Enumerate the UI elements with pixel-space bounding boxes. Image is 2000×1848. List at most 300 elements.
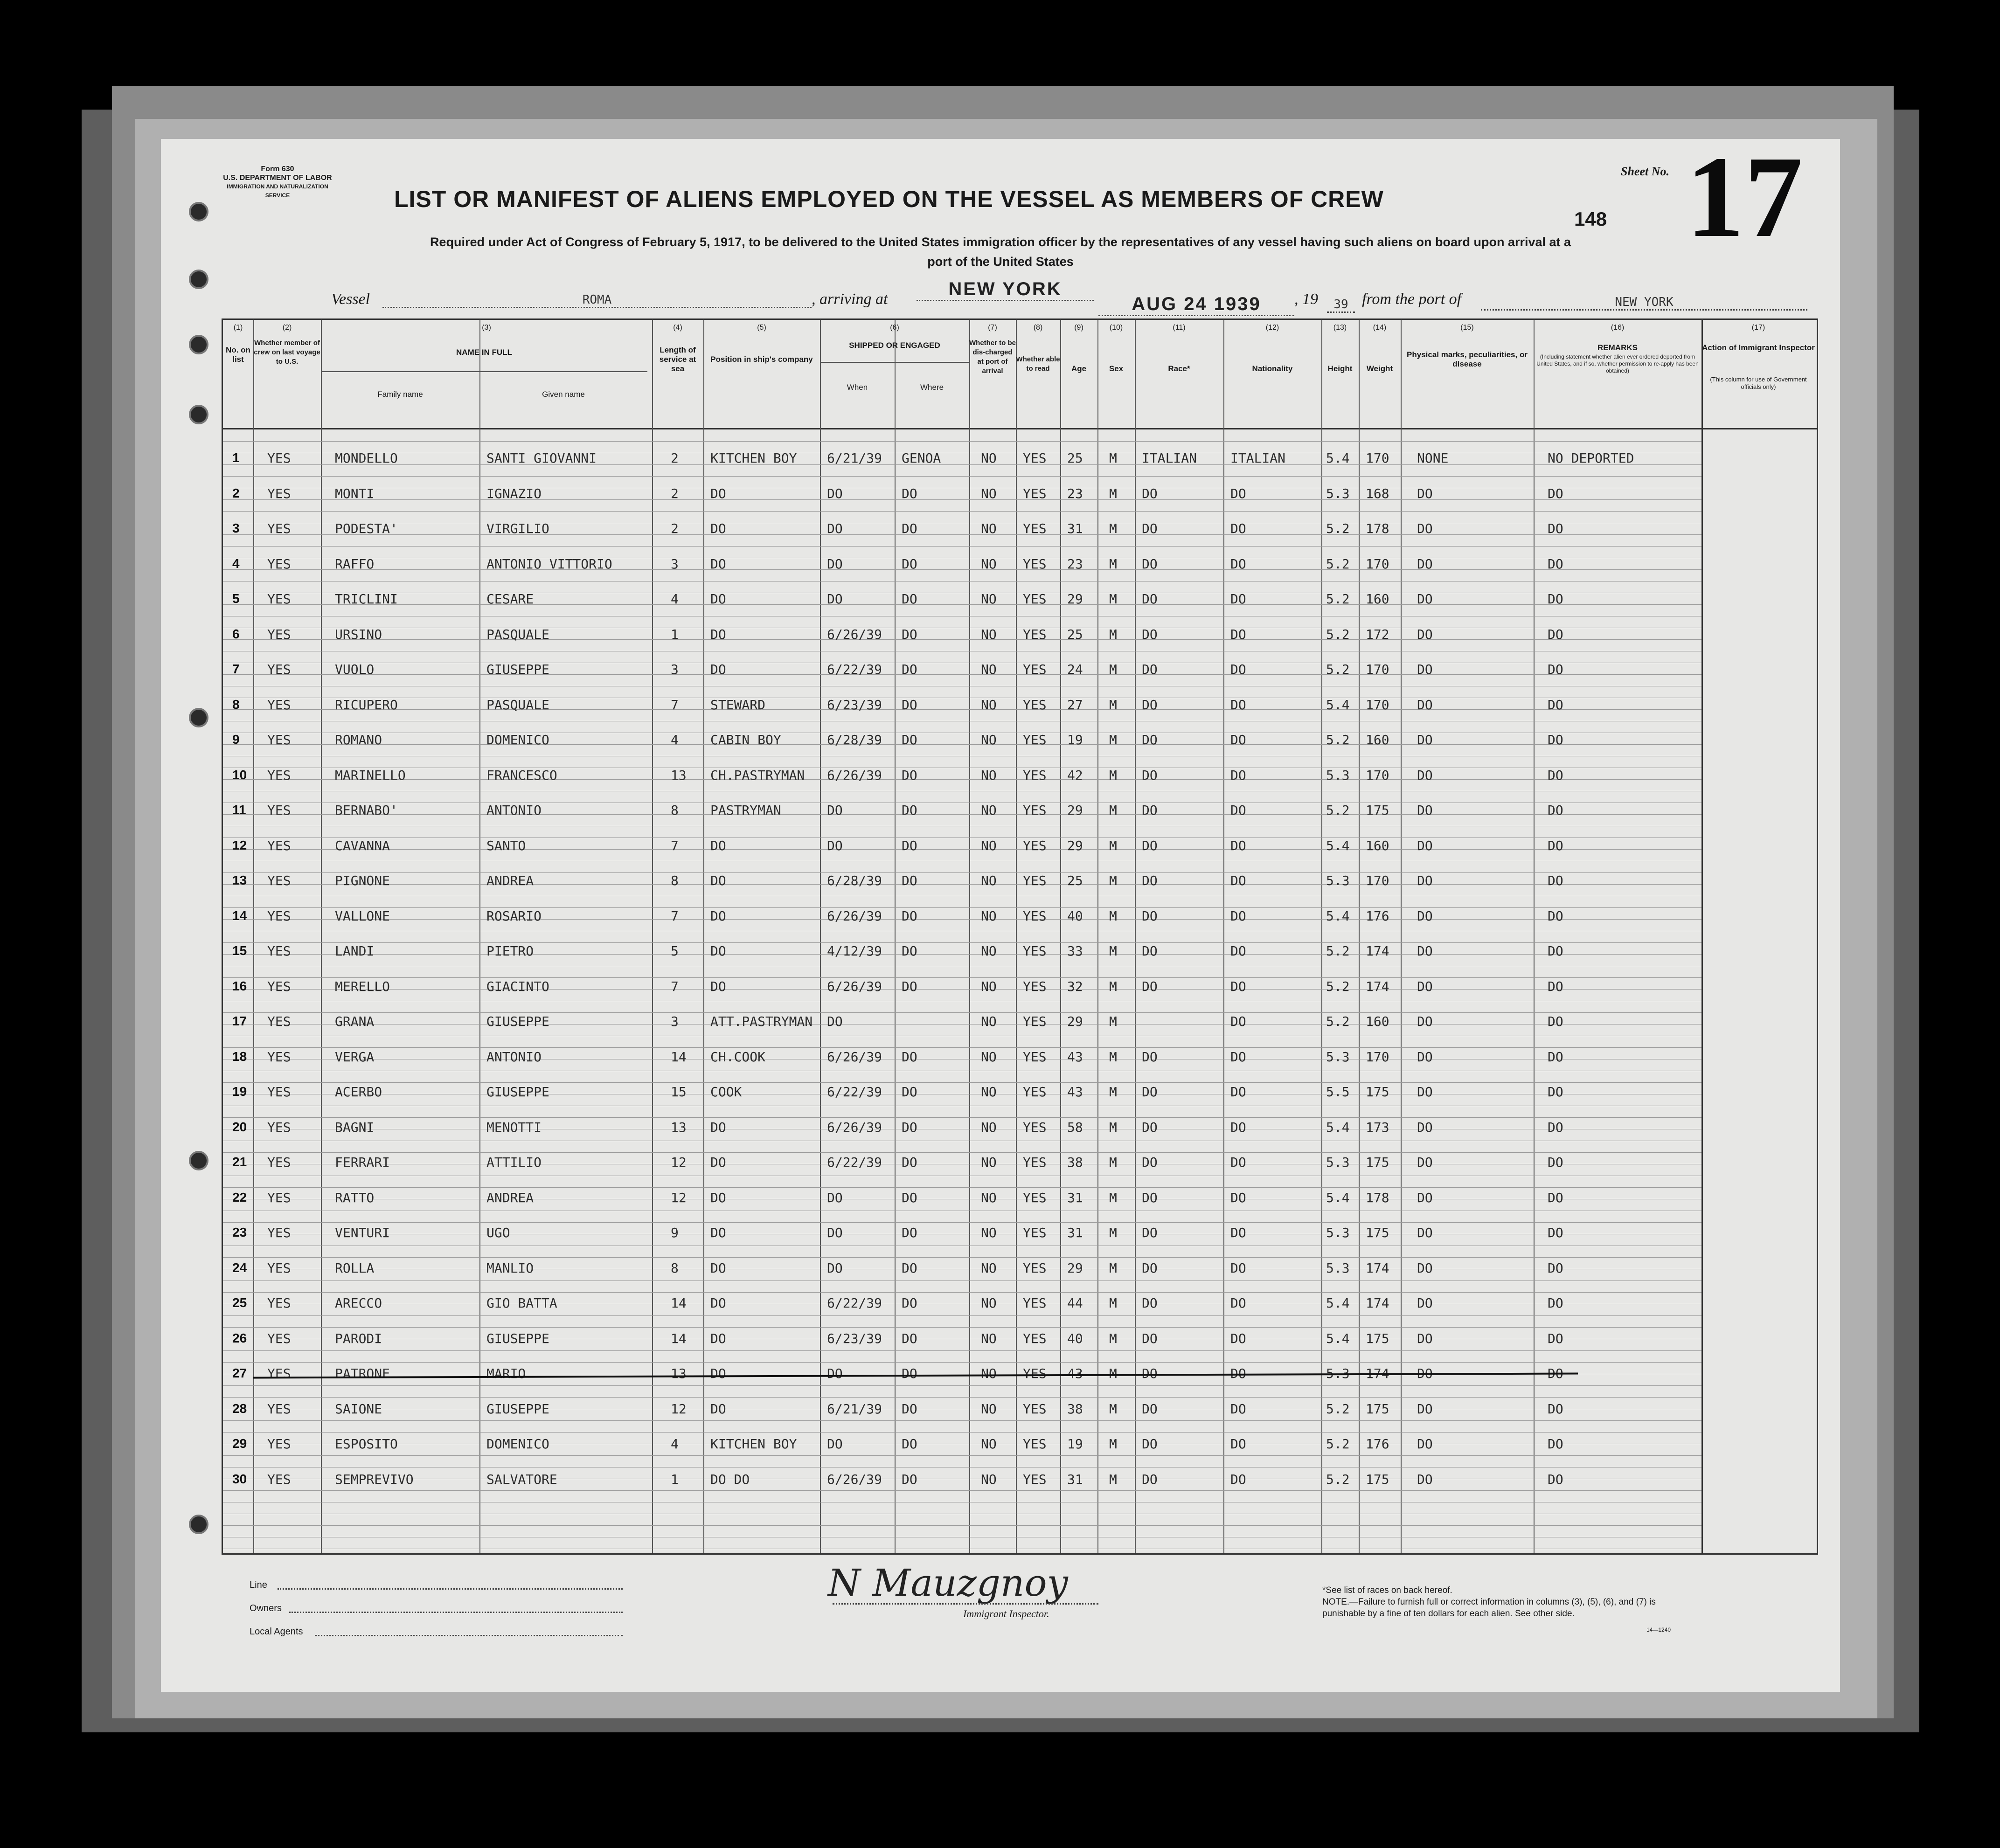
cell-nationality: DO [1230, 1084, 1246, 1100]
cell-prev-voyage: YES [267, 1190, 291, 1205]
cell-family-name: VUOLO [335, 662, 375, 677]
cell-shipped-where: DO [902, 485, 917, 501]
cell-position: DO [710, 556, 726, 572]
cell-remarks: DO [1548, 556, 1563, 572]
cell-service-length: 8 [671, 803, 679, 818]
cell-able-to-read: YES [1023, 908, 1047, 924]
cell-shipped-when: 6/23/39 [827, 1330, 882, 1346]
year-prefix: , 19 [1294, 291, 1318, 308]
cell-family-name: MONDELLO [335, 450, 398, 466]
cell-service-length: 8 [671, 873, 679, 888]
cell-given-name: MANLIO [486, 1260, 534, 1276]
cell-able-to-read: YES [1023, 767, 1047, 783]
inspector-label: Immigrant Inspector. [963, 1608, 1049, 1620]
col-header-nationality: Nationality [1252, 364, 1293, 373]
table-row [223, 577, 1701, 612]
col-number: (16) [1611, 324, 1625, 332]
cell-nationality: DO [1230, 485, 1246, 501]
col-number: (10) [1109, 324, 1123, 332]
col-header-height: Height [1327, 364, 1353, 373]
cell-shipped-where: DO [902, 1330, 917, 1346]
cell-able-to-read: YES [1023, 1084, 1047, 1100]
cell-prev-voyage: YES [267, 662, 291, 677]
cell-age: 29 [1067, 803, 1083, 818]
cell-discharged: NO [981, 732, 997, 748]
cell-age: 43 [1067, 1366, 1083, 1381]
cell-service-length: 3 [671, 662, 679, 677]
cell-able-to-read: YES [1023, 1049, 1047, 1065]
table-row [223, 613, 1701, 648]
from-port-label: from the port of [1362, 291, 1462, 308]
cell-able-to-read: YES [1023, 978, 1047, 994]
cell-sex: M [1109, 837, 1117, 853]
cell-family-name: PARODI [335, 1330, 382, 1346]
cell-shipped-where: DO [902, 1260, 917, 1276]
cell-race: DO [1142, 591, 1158, 607]
cell-shipped-where: DO [902, 1119, 917, 1135]
cell-service-length: 8 [671, 1260, 679, 1276]
cell-weight: 174 [1366, 1295, 1389, 1311]
cell-weight: 175 [1366, 1084, 1389, 1100]
cell-physical-marks: DO [1417, 1471, 1433, 1487]
crew-manifest-table [222, 318, 1703, 1555]
cell-nationality: DO [1230, 837, 1246, 853]
cell-discharged: NO [981, 1119, 997, 1135]
cell-sex: M [1109, 556, 1117, 572]
cell-service-length: 3 [671, 556, 679, 572]
table-row [223, 472, 1701, 507]
cell-position: DO [710, 1155, 726, 1170]
cell-able-to-read: YES [1023, 1401, 1047, 1417]
cell-service-length: 4 [671, 591, 679, 607]
cell-remarks: DO [1548, 837, 1563, 853]
binder-hole [189, 1151, 208, 1170]
cell-shipped-where: DO [902, 1225, 917, 1240]
col-header-shipped: SHIPPED OR ENGAGED [849, 341, 940, 350]
cell-nationality: DO [1230, 943, 1246, 959]
cell-discharged: NO [981, 908, 997, 924]
cell-sex: M [1109, 1401, 1117, 1417]
cell-remarks: DO [1548, 978, 1563, 994]
cell-given-name: IGNAZIO [486, 485, 542, 501]
cell-family-name: ROLLA [335, 1260, 375, 1276]
col-number: (12) [1265, 324, 1279, 332]
cell-given-name: ANTONIO [486, 803, 542, 818]
cell-discharged: NO [981, 1049, 997, 1065]
cell-row-number: 5 [232, 591, 240, 606]
cell-given-name: PIETRO [486, 943, 534, 959]
arriving-label: , arriving at [812, 291, 888, 308]
cell-prev-voyage: YES [267, 1471, 291, 1487]
table-row [223, 1035, 1701, 1070]
cell-service-length: 12 [671, 1401, 687, 1417]
cell-age: 31 [1067, 1225, 1083, 1240]
cell-shipped-where: DO [902, 626, 917, 642]
cell-row-number: 22 [232, 1190, 247, 1204]
cell-race: DO [1142, 1225, 1158, 1240]
cell-age: 29 [1067, 1260, 1083, 1276]
cell-row-number: 26 [232, 1330, 247, 1345]
cell-position: DO DO [710, 1471, 750, 1487]
cell-remarks: DO [1548, 767, 1563, 783]
cell-weight: 168 [1366, 485, 1389, 501]
cell-able-to-read: YES [1023, 732, 1047, 748]
cell-prev-voyage: YES [267, 1260, 291, 1276]
cell-shipped-when: 6/26/39 [827, 1119, 882, 1135]
cell-given-name: DOMENICO [486, 732, 549, 748]
owners-field [289, 1612, 623, 1613]
cell-nationality: DO [1230, 1366, 1246, 1381]
cell-race: DO [1142, 873, 1158, 888]
cell-age: 23 [1067, 485, 1083, 501]
cell-shipped-where: DO [902, 591, 917, 607]
cell-height: 5.2 [1326, 1401, 1350, 1417]
col-header-race: Race* [1168, 364, 1190, 373]
table-row [223, 542, 1701, 577]
cell-position: CH.PASTRYMAN [710, 767, 805, 783]
cell-given-name: GIACINTO [486, 978, 549, 994]
cell-given-name: SALVATORE [486, 1471, 557, 1487]
cell-prev-voyage: YES [267, 803, 291, 818]
vessel-label: Vessel [331, 291, 370, 308]
col-number: (4) [673, 324, 682, 332]
cell-shipped-where: DO [902, 697, 917, 713]
cell-race: DO [1142, 1401, 1158, 1417]
races-note: *See list of races on back hereof. [1322, 1585, 1452, 1595]
cell-nationality: DO [1230, 521, 1246, 536]
cell-position: DO [710, 662, 726, 677]
cell-position: CH.COOK [710, 1049, 766, 1065]
cell-nationality: DO [1230, 1330, 1246, 1346]
cell-position: DO [710, 1190, 726, 1205]
cell-remarks: DO [1548, 1225, 1563, 1240]
cell-service-length: 2 [671, 450, 679, 466]
cell-able-to-read: YES [1023, 1119, 1047, 1135]
cell-prev-voyage: YES [267, 1366, 291, 1381]
cell-sex: M [1109, 1330, 1117, 1346]
page-subtitle [245, 232, 1756, 271]
cell-height: 5.5 [1326, 1084, 1350, 1100]
cell-physical-marks: DO [1417, 626, 1433, 642]
cell-nationality: DO [1230, 591, 1246, 607]
cell-shipped-when: DO [827, 485, 843, 501]
cell-able-to-read: YES [1023, 1190, 1047, 1205]
cell-shipped-where: DO [902, 1401, 917, 1417]
cell-prev-voyage: YES [267, 978, 291, 994]
cell-discharged: NO [981, 1401, 997, 1417]
cell-shipped-when: DO [827, 1014, 843, 1029]
table-row [223, 507, 1701, 542]
col-header-weight: Weight [1366, 364, 1393, 373]
cell-discharged: NO [981, 1436, 997, 1452]
col-header-given: Given name [542, 390, 585, 399]
cell-family-name: PATRONE [335, 1366, 390, 1381]
cell-age: 42 [1067, 767, 1083, 783]
cell-weight: 178 [1366, 521, 1389, 536]
cell-age: 32 [1067, 978, 1083, 994]
inspector-signature: N Mauzgnoy [828, 1561, 1068, 1605]
cell-family-name: CAVANNA [335, 837, 390, 853]
cell-row-number: 11 [232, 803, 246, 817]
cell-able-to-read: YES [1023, 485, 1047, 501]
cell-service-length: 13 [671, 1119, 687, 1135]
cell-nationality: DO [1230, 1471, 1246, 1487]
cell-race: DO [1142, 1295, 1158, 1311]
cell-given-name: ATTILIO [486, 1155, 542, 1170]
cell-race: DO [1142, 908, 1158, 924]
col-header-position: Position in ship's company [710, 355, 813, 364]
sheet-number: 17 [1686, 139, 1803, 262]
cell-shipped-where: DO [902, 732, 917, 748]
cell-discharged: NO [981, 943, 997, 959]
cell-physical-marks: DO [1417, 1225, 1433, 1240]
cell-position: ATT.PASTRYMAN [710, 1014, 813, 1029]
cell-height: 5.3 [1326, 873, 1350, 888]
arrival-port: NEW YORK [917, 279, 1094, 301]
cell-race: DO [1142, 1366, 1158, 1381]
col-header-marks: Physical marks, peculiarities, or disease [1407, 350, 1528, 368]
cell-shipped-when: 4/12/39 [827, 943, 882, 959]
col-number: (6) [890, 324, 899, 332]
cell-given-name: DOMENICO [486, 1436, 549, 1452]
cell-shipped-when: DO [827, 1260, 843, 1276]
from-port: NEW YORK [1481, 295, 1807, 311]
cell-physical-marks: DO [1417, 1084, 1433, 1100]
cell-shipped-where: DO [902, 1155, 917, 1170]
cell-weight: 160 [1366, 591, 1389, 607]
cell-able-to-read: YES [1023, 626, 1047, 642]
cell-age: 38 [1067, 1401, 1083, 1417]
cell-prev-voyage: YES [267, 591, 291, 607]
cell-row-number: 20 [232, 1119, 247, 1134]
cell-physical-marks: NONE [1417, 450, 1449, 466]
cell-age: 31 [1067, 521, 1083, 536]
cell-race: DO [1142, 732, 1158, 748]
cell-race: DO [1142, 1084, 1158, 1100]
cell-physical-marks: DO [1417, 485, 1433, 501]
cell-discharged: NO [981, 978, 997, 994]
cell-height: 5.4 [1326, 908, 1350, 924]
cell-row-number: 21 [232, 1155, 247, 1169]
cell-shipped-when: 6/26/39 [827, 767, 882, 783]
cell-remarks: NO DEPORTED [1548, 450, 1634, 466]
cell-height: 5.3 [1326, 1366, 1350, 1381]
cell-physical-marks: DO [1417, 873, 1433, 888]
cell-prev-voyage: YES [267, 1330, 291, 1346]
cell-shipped-when: DO [827, 1436, 843, 1452]
footer-notes [1322, 1585, 1695, 1620]
cell-nationality: DO [1230, 556, 1246, 572]
cell-physical-marks: DO [1417, 1401, 1433, 1417]
cell-sex: M [1109, 1049, 1117, 1065]
cell-shipped-when: DO [827, 591, 843, 607]
subtitle-line-2: port of the United States [927, 255, 1074, 269]
cell-able-to-read: YES [1023, 450, 1047, 466]
cell-shipped-when: 6/26/39 [827, 626, 882, 642]
cell-sex: M [1109, 873, 1117, 888]
penalty-note: NOTE.—Failure to furnish full or correct information in columns (3), (5), (6), and (7) is punishable by a fine of ten dollars for each alien. See other side. [1322, 1597, 1656, 1619]
cell-sex: M [1109, 1225, 1117, 1240]
cell-able-to-read: YES [1023, 662, 1047, 677]
cell-able-to-read: YES [1023, 1014, 1047, 1029]
cell-physical-marks: DO [1417, 943, 1433, 959]
cell-able-to-read: YES [1023, 1366, 1047, 1381]
page-title: LIST OR MANIFEST OF ALIENS EMPLOYED ON THE VESSEL AS MEMBERS OF CREW [394, 186, 1384, 212]
binder-hole [189, 270, 208, 289]
table-row [223, 1106, 1701, 1141]
cell-shipped-when: 6/26/39 [827, 908, 882, 924]
col-header-where: Where [920, 383, 944, 392]
cell-race: DO [1142, 1260, 1158, 1276]
cell-weight: 160 [1366, 837, 1389, 853]
cell-height: 5.2 [1326, 521, 1350, 536]
cell-shipped-when: DO [827, 556, 843, 572]
cell-shipped-where: DO [902, 1366, 917, 1381]
cell-height: 5.3 [1326, 485, 1350, 501]
cell-discharged: NO [981, 1260, 997, 1276]
cell-shipped-when: 6/22/39 [827, 1295, 882, 1311]
cell-age: 33 [1067, 943, 1083, 959]
cell-shipped-where: DO [902, 662, 917, 677]
cell-family-name: RICUPERO [335, 697, 398, 713]
cell-nationality: DO [1230, 767, 1246, 783]
cell-height: 5.3 [1326, 767, 1350, 783]
col-number: (14) [1373, 324, 1387, 332]
cell-weight: 170 [1366, 450, 1389, 466]
col-number: (11) [1173, 324, 1186, 332]
cell-remarks: DO [1548, 1295, 1563, 1311]
cell-family-name: GRANA [335, 1014, 375, 1029]
binder-hole [189, 335, 208, 354]
cell-sex: M [1109, 1436, 1117, 1452]
cell-row-number: 7 [232, 662, 240, 676]
cell-age: 24 [1067, 662, 1083, 677]
cell-row-number: 27 [232, 1366, 247, 1380]
cell-height: 5.2 [1326, 1436, 1350, 1452]
line-field [278, 1588, 623, 1590]
table-row [223, 929, 1701, 964]
cell-able-to-read: YES [1023, 697, 1047, 713]
cell-race: DO [1142, 521, 1158, 536]
cell-sex: M [1109, 521, 1117, 536]
col-header-name: NAME IN FULL [456, 348, 512, 357]
cell-discharged: NO [981, 485, 997, 501]
table-row [223, 1281, 1701, 1316]
col-number: (15) [1460, 324, 1474, 332]
col-number: (13) [1333, 324, 1347, 332]
table-row [223, 1070, 1701, 1105]
local-agents-label: Local Agents [250, 1627, 303, 1637]
cell-age: 19 [1067, 1436, 1083, 1452]
cell-prev-voyage: YES [267, 626, 291, 642]
cell-discharged: NO [981, 1190, 997, 1205]
cell-sex: M [1109, 803, 1117, 818]
cell-prev-voyage: YES [267, 1155, 291, 1170]
cell-height: 5.2 [1326, 591, 1350, 607]
cell-service-length: 15 [671, 1084, 687, 1100]
cell-nationality: DO [1230, 803, 1246, 818]
cell-row-number: 4 [232, 556, 240, 571]
cell-height: 5.4 [1326, 1330, 1350, 1346]
cell-remarks: DO [1548, 1401, 1563, 1417]
cell-weight: 170 [1366, 767, 1389, 783]
cell-remarks: DO [1548, 1155, 1563, 1170]
cell-given-name: GIUSEPPE [486, 1084, 549, 1100]
cell-position: DO [710, 908, 726, 924]
cell-physical-marks: DO [1417, 556, 1433, 572]
cell-height: 5.2 [1326, 943, 1350, 959]
cell-shipped-when: 6/26/39 [827, 1049, 882, 1065]
cell-row-number: 16 [232, 978, 247, 993]
cell-family-name: RAFFO [335, 556, 375, 572]
cell-sex: M [1109, 485, 1117, 501]
table-row [223, 436, 1701, 471]
cell-physical-marks: DO [1417, 1295, 1433, 1311]
cell-given-name: ANDREA [486, 1190, 534, 1205]
binder-hole [189, 202, 208, 221]
col-header-action-note: (This column for use of Government officials only) [1710, 376, 1807, 390]
cell-race: ITALIAN [1142, 450, 1197, 466]
cell-shipped-when: 6/21/39 [827, 1401, 882, 1417]
cell-remarks: DO [1548, 485, 1563, 501]
cell-position: DO [710, 1295, 726, 1311]
cell-shipped-when: 6/22/39 [827, 1155, 882, 1170]
cell-age: 27 [1067, 697, 1083, 713]
cell-shipped-when: DO [827, 1366, 843, 1381]
cell-nationality: DO [1230, 1401, 1246, 1417]
cell-family-name: PIGNONE [335, 873, 390, 888]
cell-race: DO [1142, 556, 1158, 572]
cell-given-name: MARIO [486, 1366, 526, 1381]
cell-weight: 175 [1366, 1155, 1389, 1170]
cell-able-to-read: YES [1023, 1155, 1047, 1170]
cell-discharged: NO [981, 873, 997, 888]
cell-discharged: NO [981, 1471, 997, 1487]
cell-family-name: SEMPREVIVO [335, 1471, 414, 1487]
col-number: (3) [482, 324, 491, 332]
cell-nationality: DO [1230, 1225, 1246, 1240]
cell-service-length: 12 [671, 1190, 687, 1205]
cell-family-name: RATTO [335, 1190, 375, 1205]
cell-position: DO [710, 1330, 726, 1346]
cell-weight: 178 [1366, 1190, 1389, 1205]
cell-family-name: URSINO [335, 626, 382, 642]
cell-remarks: DO [1548, 1014, 1563, 1029]
cell-remarks: DO [1548, 732, 1563, 748]
cell-prev-voyage: YES [267, 1049, 291, 1065]
cell-service-length: 3 [671, 1014, 679, 1029]
cell-physical-marks: DO [1417, 662, 1433, 677]
cell-sex: M [1109, 1084, 1117, 1100]
table-row [223, 648, 1701, 683]
cell-shipped-where: DO [902, 978, 917, 994]
cell-family-name: ROMANO [335, 732, 382, 748]
cell-shipped-when: 6/22/39 [827, 1084, 882, 1100]
table-row [223, 754, 1701, 789]
cell-physical-marks: DO [1417, 1190, 1433, 1205]
binder-hole [189, 1515, 208, 1534]
cell-shipped-when: 6/28/39 [827, 873, 882, 888]
col-header-age: Age [1071, 364, 1087, 373]
table-row [223, 1141, 1701, 1176]
cell-physical-marks: DO [1417, 1119, 1433, 1135]
cell-height: 5.2 [1326, 662, 1350, 677]
cell-given-name: ANDREA [486, 873, 534, 888]
cell-physical-marks: DO [1417, 1436, 1433, 1452]
cell-family-name: VALLONE [335, 908, 390, 924]
cell-position: DO [710, 521, 726, 536]
cell-able-to-read: YES [1023, 837, 1047, 853]
